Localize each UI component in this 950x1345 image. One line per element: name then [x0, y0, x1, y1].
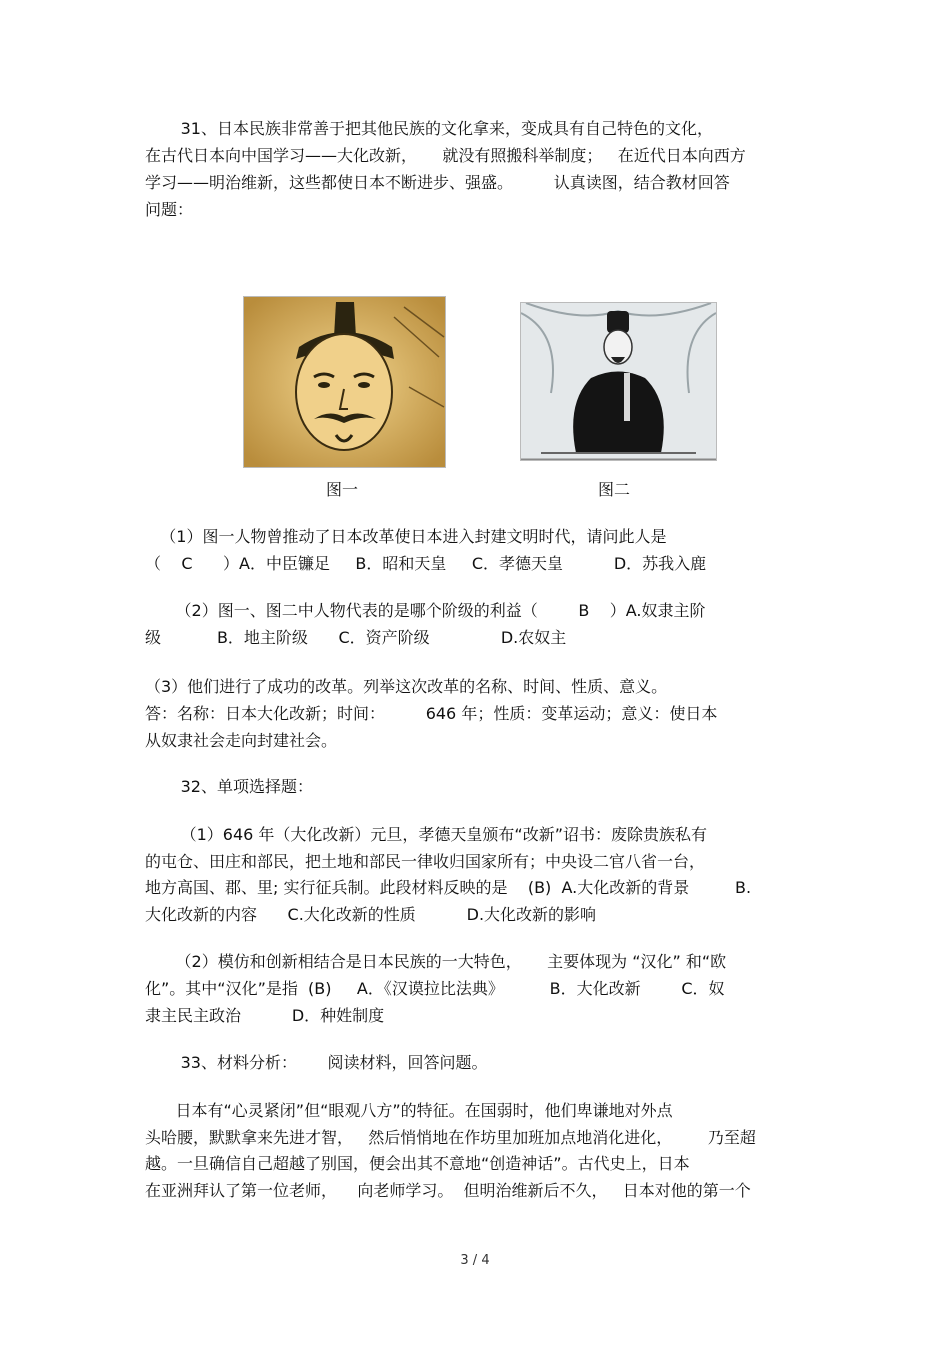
- q31-sub3-line-3: 从奴隶社会走向封建社会。: [145, 731, 338, 750]
- figure-1-caption: 图一: [326, 480, 359, 499]
- q32-sub1-line-1: （1）646 年（大化改新）元旦，孝德天皇颁布“改新”诏书：废除贵族私有: [145, 825, 707, 844]
- q32-sub2-line-3: 隶主民主政治 D．种姓制度: [145, 1006, 385, 1025]
- q32-sub2-line-2: 化”。其中“汉化”是指 (B) A．《汉谟拉比法典》 B．大化改新 C．奴: [145, 979, 725, 998]
- q32-sub1-line-2: 的屯仓、田庄和部民，把土地和部民一律收归国家所有；中央设二官八省一台，: [145, 852, 706, 871]
- figure-2-caption: 图二: [598, 480, 631, 499]
- q31-line-1: 31、日本民族非常善于把其他民族的文化拿来，变成具有自己特色的文化，: [145, 119, 713, 138]
- q33-material-line-3: 越。一旦确信自己超越了别国，便会出其不意地“创造神话”。古代史上，日本: [145, 1154, 690, 1173]
- q31-line-4: 问题：: [145, 200, 194, 219]
- q31-line-2: 在古代日本向中国学习——大化改新， 就没有照搬科举制度； 在近代日本向西方: [145, 146, 746, 165]
- q31-sub1-line-1: （1）图一人物曾推动了日本改革使日本进入封建文明时代，请问此人是: [145, 527, 667, 546]
- page-number: 3 / 4: [460, 1253, 490, 1268]
- q31-sub3-line-1: （3）他们进行了成功的改革。列举这次改革的名称、时间、性质、意义。: [145, 677, 668, 696]
- q33-title: 33、材料分析： 阅读材料，回答问题。: [145, 1053, 488, 1072]
- q33-material-line-2: 头哈腰，默默拿来先进才智， 然后悄悄地在作坊里加班加点地消化进化， 乃至超: [145, 1128, 756, 1147]
- q33-material-line-4: 在亚洲拜认了第一位老师， 向老师学习。 但明治维新后不久， 日本对他的第一个: [145, 1181, 751, 1200]
- figure-1-portrait-icon: [244, 297, 445, 467]
- q31-sub2-line-2: 级 B．地主阶级 C．资产阶级 D.农奴主: [145, 628, 567, 647]
- figure-1-portrait: [243, 296, 446, 468]
- q32-sub2-line-1: （2）模仿和创新相结合是日本民族的一大特色， 主要体现为 “汉化” 和“欧: [145, 952, 727, 971]
- q31-sub1-line-2: （ C ）A．中臣镰足 B．昭和天皇 C．孝德天皇 D．苏我入鹿: [145, 554, 707, 573]
- q32-title: 32、单项选择题：: [145, 777, 313, 796]
- q31-sub3-line-2: 答：名称：日本大化改新；时间： 646 年；性质：变革运动；意义：使日本: [145, 704, 718, 723]
- q32-sub1-line-3: 地方高国、郡、里; 实行征兵制。此段材料反映的是 (B) A.大化改新的背景 B.: [145, 878, 752, 897]
- q33-material-line-1: 日本有“心灵紧闭”但“眼观八方”的特征。在国弱时，他们卑谦地对外点: [145, 1101, 673, 1120]
- figure-2-portrait-icon: [521, 303, 716, 460]
- q32-sub1-line-4: 大化改新的内容 C.大化改新的性质 D.大化改新的影响: [145, 905, 597, 924]
- figure-2-portrait: [520, 302, 717, 461]
- q31-line-3: 学习——明治维新，这些都使日本不断进步、强盛。 认真读图，结合教材回答: [145, 173, 730, 192]
- q31-sub2-line-1: （2）图一、图二中人物代表的是哪个阶级的利益（ B ）A.奴隶主阶: [145, 601, 706, 620]
